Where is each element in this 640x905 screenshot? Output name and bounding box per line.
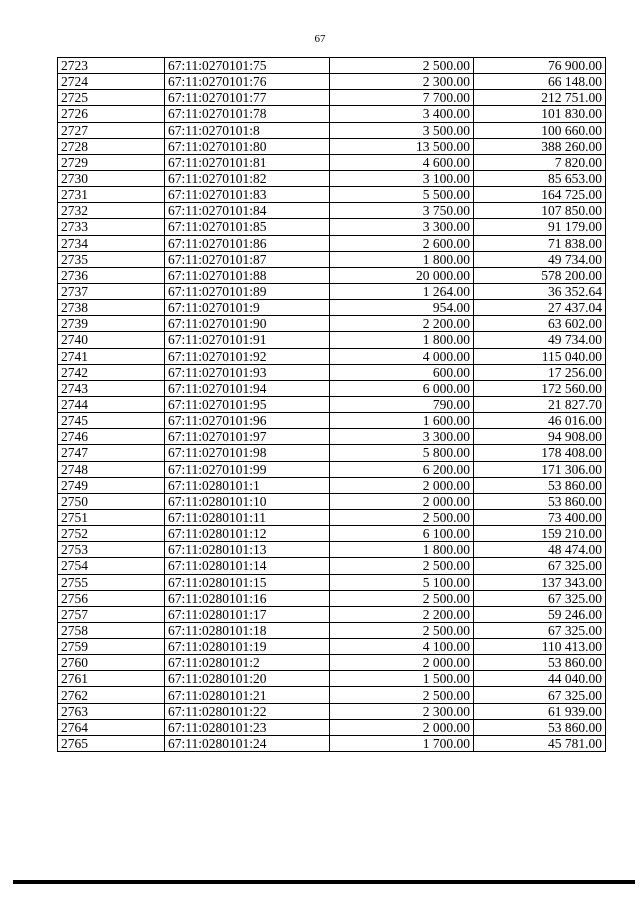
cadastral-value: 53 860.00	[474, 493, 606, 509]
table-row	[58, 316, 606, 332]
row-number: 2758	[58, 622, 165, 638]
row-number: 2751	[58, 509, 165, 525]
cadastral-number: 67:11:0280101:22	[165, 703, 330, 719]
cadastral-number: 67:11:0280101:2	[165, 655, 330, 671]
cadastral-number: 67:11:0270101:84	[165, 203, 330, 219]
table-row	[58, 122, 606, 138]
row-number: 2761	[58, 671, 165, 687]
table-row	[58, 251, 606, 267]
table-row	[58, 300, 606, 316]
row-number: 2732	[58, 203, 165, 219]
cadastral-value: 94 908.00	[474, 429, 606, 445]
row-number: 2754	[58, 558, 165, 574]
cadastral-number: 67:11:0270101:9	[165, 300, 330, 316]
row-number: 2746	[58, 429, 165, 445]
area-value: 2 600.00	[330, 235, 474, 251]
row-number: 2756	[58, 590, 165, 606]
cadastral-number: 67:11:0270101:77	[165, 90, 330, 106]
cadastral-number: 67:11:0280101:23	[165, 719, 330, 735]
cadastral-number: 67:11:0270101:87	[165, 251, 330, 267]
area-value: 13 500.00	[330, 138, 474, 154]
page-number: 67	[314, 33, 326, 45]
cadastral-value: 27 437.04	[474, 300, 606, 316]
cadastral-number: 67:11:0270101:86	[165, 235, 330, 251]
cadastral-number: 67:11:0270101:8	[165, 122, 330, 138]
table-row	[58, 364, 606, 380]
cadastral-value: 115 040.00	[474, 348, 606, 364]
row-number: 2740	[58, 332, 165, 348]
area-value: 5 800.00	[330, 445, 474, 461]
cadastral-value: 7 820.00	[474, 154, 606, 170]
area-value: 4 600.00	[330, 154, 474, 170]
cadastral-value: 44 040.00	[474, 671, 606, 687]
row-number: 2728	[58, 138, 165, 154]
cadastral-value: 164 725.00	[474, 187, 606, 203]
cadastral-value: 110 413.00	[474, 639, 606, 655]
row-number: 2765	[58, 735, 165, 751]
row-number: 2760	[58, 655, 165, 671]
area-value: 1 800.00	[330, 542, 474, 558]
row-number: 2727	[58, 122, 165, 138]
cadastral-number: 67:11:0270101:94	[165, 380, 330, 396]
cadastral-value: 49 734.00	[474, 251, 606, 267]
row-number: 2731	[58, 187, 165, 203]
row-number: 2744	[58, 396, 165, 412]
table-row	[58, 380, 606, 396]
area-value: 2 500.00	[330, 558, 474, 574]
table-row	[58, 735, 606, 751]
area-value: 5 500.00	[330, 187, 474, 203]
row-number: 2741	[58, 348, 165, 364]
table-row	[58, 283, 606, 299]
cadastral-number: 67:11:0270101:92	[165, 348, 330, 364]
area-value: 2 500.00	[330, 58, 474, 74]
cadastral-number: 67:11:0270101:88	[165, 267, 330, 283]
row-number: 2723	[58, 58, 165, 74]
cadastral-number: 67:11:0270101:89	[165, 283, 330, 299]
table-row	[58, 332, 606, 348]
cadastral-value: 53 860.00	[474, 719, 606, 735]
cadastral-number: 67:11:0280101:12	[165, 526, 330, 542]
row-number: 2729	[58, 154, 165, 170]
area-value: 3 300.00	[330, 429, 474, 445]
row-number: 2757	[58, 606, 165, 622]
cadastral-value: 49 734.00	[474, 332, 606, 348]
area-value: 1 600.00	[330, 413, 474, 429]
table-row	[58, 639, 606, 655]
row-number: 2726	[58, 106, 165, 122]
cadastral-value: 71 838.00	[474, 235, 606, 251]
cadastral-number: 67:11:0270101:80	[165, 138, 330, 154]
area-value: 4 000.00	[330, 348, 474, 364]
table-row	[58, 655, 606, 671]
cadastral-value: 45 781.00	[474, 735, 606, 751]
cadastral-value: 63 602.00	[474, 316, 606, 332]
table-row	[58, 509, 606, 525]
area-value: 4 100.00	[330, 639, 474, 655]
cadastral-number: 67:11:0280101:18	[165, 622, 330, 638]
table-row	[58, 348, 606, 364]
table-row	[58, 154, 606, 170]
cadastral-number: 67:11:0280101:20	[165, 671, 330, 687]
table-row	[58, 219, 606, 235]
cadastral-value: 388 260.00	[474, 138, 606, 154]
area-value: 2 000.00	[330, 477, 474, 493]
cadastral-number: 67:11:0270101:91	[165, 332, 330, 348]
registry-table-body	[58, 58, 606, 752]
table-row	[58, 687, 606, 703]
cadastral-value: 53 860.00	[474, 477, 606, 493]
cadastral-number: 67:11:0280101:19	[165, 639, 330, 655]
row-number: 2734	[58, 235, 165, 251]
area-value: 1 800.00	[330, 251, 474, 267]
row-number: 2750	[58, 493, 165, 509]
area-value: 2 000.00	[330, 493, 474, 509]
cadastral-number: 67:11:0280101:16	[165, 590, 330, 606]
cadastral-value: 171 306.00	[474, 461, 606, 477]
cadastral-number: 67:11:0270101:99	[165, 461, 330, 477]
cadastral-value: 17 256.00	[474, 364, 606, 380]
cadastral-number: 67:11:0270101:82	[165, 170, 330, 186]
row-number: 2752	[58, 526, 165, 542]
table-row	[58, 719, 606, 735]
cadastral-value: 91 179.00	[474, 219, 606, 235]
registry-table	[57, 57, 606, 752]
area-value: 2 500.00	[330, 687, 474, 703]
area-value: 3 400.00	[330, 106, 474, 122]
table-row	[58, 235, 606, 251]
cadastral-value: 85 653.00	[474, 170, 606, 186]
cadastral-number: 67:11:0270101:83	[165, 187, 330, 203]
cadastral-number: 67:11:0270101:76	[165, 74, 330, 90]
cadastral-value: 137 343.00	[474, 574, 606, 590]
cadastral-number: 67:11:0270101:97	[165, 429, 330, 445]
area-value: 790.00	[330, 396, 474, 412]
table-row	[58, 203, 606, 219]
table-row	[58, 187, 606, 203]
cadastral-value: 76 900.00	[474, 58, 606, 74]
row-number: 2743	[58, 380, 165, 396]
area-value: 3 100.00	[330, 170, 474, 186]
cadastral-value: 101 830.00	[474, 106, 606, 122]
table-row	[58, 542, 606, 558]
area-value: 1 500.00	[330, 671, 474, 687]
cadastral-number: 67:11:0270101:98	[165, 445, 330, 461]
table-row	[58, 574, 606, 590]
cadastral-value: 178 408.00	[474, 445, 606, 461]
row-number: 2735	[58, 251, 165, 267]
table-row	[58, 90, 606, 106]
row-number: 2755	[58, 574, 165, 590]
cadastral-value: 172 560.00	[474, 380, 606, 396]
row-number: 2738	[58, 300, 165, 316]
table-row	[58, 396, 606, 412]
cadastral-value: 66 148.00	[474, 74, 606, 90]
area-value: 1 700.00	[330, 735, 474, 751]
table-row	[58, 461, 606, 477]
row-number: 2724	[58, 74, 165, 90]
row-number: 2736	[58, 267, 165, 283]
table-row	[58, 558, 606, 574]
row-number: 2733	[58, 219, 165, 235]
cadastral-number: 67:11:0280101:17	[165, 606, 330, 622]
area-value: 2 500.00	[330, 622, 474, 638]
cadastral-value: 61 939.00	[474, 703, 606, 719]
area-value: 5 100.00	[330, 574, 474, 590]
row-number: 2742	[58, 364, 165, 380]
row-number: 2748	[58, 461, 165, 477]
area-value: 1 800.00	[330, 332, 474, 348]
row-number: 2747	[58, 445, 165, 461]
row-number: 2764	[58, 719, 165, 735]
area-value: 2 200.00	[330, 606, 474, 622]
row-number: 2737	[58, 283, 165, 299]
cadastral-number: 67:11:0280101:1	[165, 477, 330, 493]
row-number: 2730	[58, 170, 165, 186]
cadastral-value: 53 860.00	[474, 655, 606, 671]
cadastral-value: 21 827.70	[474, 396, 606, 412]
area-value: 2 300.00	[330, 703, 474, 719]
table-row	[58, 622, 606, 638]
area-value: 3 300.00	[330, 219, 474, 235]
table-row	[58, 413, 606, 429]
cadastral-value: 59 246.00	[474, 606, 606, 622]
cadastral-value: 73 400.00	[474, 509, 606, 525]
area-value: 7 700.00	[330, 90, 474, 106]
cadastral-number: 67:11:0280101:13	[165, 542, 330, 558]
table-row	[58, 477, 606, 493]
cadastral-number: 67:11:0280101:15	[165, 574, 330, 590]
area-value: 3 750.00	[330, 203, 474, 219]
table-row	[58, 106, 606, 122]
cadastral-value: 67 325.00	[474, 687, 606, 703]
area-value: 954.00	[330, 300, 474, 316]
cadastral-value: 107 850.00	[474, 203, 606, 219]
cadastral-value: 100 660.00	[474, 122, 606, 138]
cadastral-number: 67:11:0270101:90	[165, 316, 330, 332]
area-value: 2 300.00	[330, 74, 474, 90]
cadastral-number: 67:11:0280101:14	[165, 558, 330, 574]
table-row	[58, 74, 606, 90]
area-value: 2 000.00	[330, 719, 474, 735]
row-number: 2753	[58, 542, 165, 558]
area-value: 6 100.00	[330, 526, 474, 542]
table-row	[58, 606, 606, 622]
table-row	[58, 170, 606, 186]
row-number: 2725	[58, 90, 165, 106]
cadastral-number: 67:11:0270101:96	[165, 413, 330, 429]
area-value: 2 200.00	[330, 316, 474, 332]
bottom-rule	[13, 880, 635, 884]
table-row	[58, 445, 606, 461]
area-value: 6 000.00	[330, 380, 474, 396]
cadastral-value: 67 325.00	[474, 590, 606, 606]
table-row	[58, 429, 606, 445]
cadastral-value: 36 352.64	[474, 283, 606, 299]
table-row	[58, 671, 606, 687]
row-number: 2762	[58, 687, 165, 703]
cadastral-number: 67:11:0270101:75	[165, 58, 330, 74]
area-value: 1 264.00	[330, 283, 474, 299]
cadastral-number: 67:11:0270101:85	[165, 219, 330, 235]
cadastral-value: 67 325.00	[474, 622, 606, 638]
cadastral-number: 67:11:0270101:81	[165, 154, 330, 170]
cadastral-value: 48 474.00	[474, 542, 606, 558]
area-value: 3 500.00	[330, 122, 474, 138]
row-number: 2745	[58, 413, 165, 429]
row-number: 2759	[58, 639, 165, 655]
cadastral-number: 67:11:0280101:24	[165, 735, 330, 751]
cadastral-number: 67:11:0280101:10	[165, 493, 330, 509]
area-value: 20 000.00	[330, 267, 474, 283]
row-number: 2739	[58, 316, 165, 332]
cadastral-value: 67 325.00	[474, 558, 606, 574]
area-value: 2 500.00	[330, 509, 474, 525]
cadastral-value: 578 200.00	[474, 267, 606, 283]
area-value: 6 200.00	[330, 461, 474, 477]
cadastral-number: 67:11:0270101:95	[165, 396, 330, 412]
area-value: 2 000.00	[330, 655, 474, 671]
cadastral-value: 46 016.00	[474, 413, 606, 429]
cadastral-number: 67:11:0270101:78	[165, 106, 330, 122]
table-row	[58, 138, 606, 154]
cadastral-value: 212 751.00	[474, 90, 606, 106]
cadastral-number: 67:11:0280101:11	[165, 509, 330, 525]
row-number: 2763	[58, 703, 165, 719]
table-row	[58, 526, 606, 542]
table-row	[58, 493, 606, 509]
area-value: 600.00	[330, 364, 474, 380]
cadastral-number: 67:11:0270101:93	[165, 364, 330, 380]
row-number: 2749	[58, 477, 165, 493]
cadastral-number: 67:11:0280101:21	[165, 687, 330, 703]
table-row	[58, 590, 606, 606]
area-value: 2 500.00	[330, 590, 474, 606]
table-row	[58, 267, 606, 283]
cadastral-value: 159 210.00	[474, 526, 606, 542]
table-row	[58, 58, 606, 74]
table-row	[58, 703, 606, 719]
